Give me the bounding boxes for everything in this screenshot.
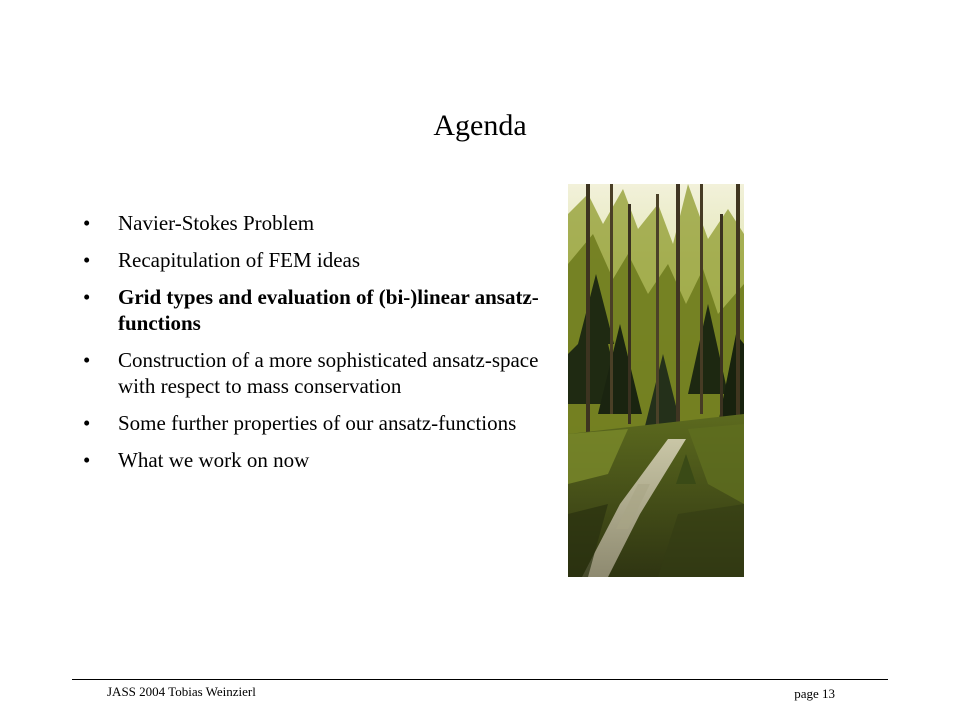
bullet: •	[83, 448, 91, 472]
bullet: •	[83, 285, 91, 309]
agenda-item-grid-types	[80, 284, 540, 336]
agenda-item-text: Construction of a more sophisticated ansatz-space with respect to mass conservation	[118, 348, 539, 398]
bullet: •	[83, 248, 91, 272]
bullet: •	[83, 411, 91, 435]
agenda-item-construction	[80, 347, 540, 399]
footer-divider	[72, 679, 888, 680]
agenda-item-text: Recapitulation of FEM ideas	[118, 248, 361, 272]
bullet: •	[83, 211, 91, 235]
agenda-item-text: Navier-Stokes Problem	[118, 211, 315, 235]
bullet: •	[83, 348, 91, 372]
agenda-item-text: Some further properties of our ansatz-functions	[118, 411, 517, 435]
slide-title: Agenda	[433, 109, 527, 142]
footer-author: JASS 2004 Tobias Weinzierl	[107, 684, 256, 699]
agenda-item-navier-stokes	[80, 210, 540, 236]
agenda-list	[80, 210, 540, 484]
agenda-item-text-current: Grid types and evaluation of (bi-)linear ansatz-functions	[118, 285, 539, 335]
agenda-item-text: What we work on now	[118, 448, 310, 472]
page-number: page 13	[794, 686, 835, 701]
agenda-item-fem-ideas	[80, 247, 540, 273]
agenda-item-current-work	[80, 447, 540, 473]
agenda-item-properties	[80, 410, 540, 436]
forest-path-photo	[568, 184, 744, 577]
